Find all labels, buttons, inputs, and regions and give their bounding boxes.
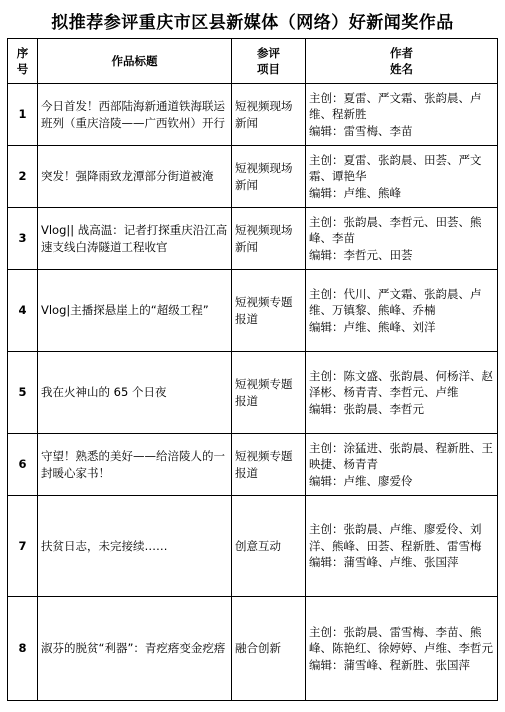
document-title: 拟推荐参评重庆市区县新媒体（网络）好新闻奖作品 — [51, 13, 454, 33]
row-category: 创意互动 — [232, 496, 306, 597]
header-authors-line-1: 作者 — [390, 45, 413, 60]
table-header-row — [8, 39, 498, 84]
row-category: 短视频现场新闻 — [232, 84, 306, 146]
row-category: 短视频专题报道 — [232, 352, 306, 434]
header-authors-line-2: 姓名 — [390, 62, 413, 76]
row-authors-main: 主创：代川、严文霜、张韵晨、卢维、万镇黎、熊峰、乔楠 — [309, 286, 482, 318]
row-number: 5 — [8, 352, 38, 434]
row-category: 融合创新 — [232, 597, 306, 701]
row-number: 3 — [8, 208, 38, 270]
row-number: 7 — [8, 496, 38, 597]
row-authors-editors: 编辑：雷雪梅、李苗 — [309, 123, 413, 138]
row-authors-main: 主创：涂猛进、张韵晨、程新胜、王映捷、杨青青 — [309, 440, 493, 472]
row-number: 6 — [8, 434, 38, 496]
row-authors-main: 主创：张韵晨、卢维、廖爱伶、刘洋、熊峰、田荟、程新胜、雷雪梅 — [309, 522, 482, 553]
row-authors-editors: 编辑：卢维、熊峰 — [309, 185, 401, 200]
table-row — [8, 208, 498, 270]
row-category: 短视频专题报道 — [232, 434, 306, 496]
table-row — [8, 270, 498, 352]
row-title: Vlog|| 战高温：记者打探重庆沿江高速支线白涛隧道工程收官 — [38, 208, 232, 270]
row-authors-editors: 编辑：李哲元、田荟 — [309, 247, 413, 262]
table-row — [8, 496, 498, 597]
row-number: 8 — [8, 597, 38, 701]
row-authors-editors: 编辑：蒲雪峰、卢维、张国萍 — [309, 555, 459, 570]
row-category: 短视频专题报道 — [232, 270, 306, 352]
header-work-title: 作品标题 — [38, 39, 232, 84]
row-title: 今日首发！西部陆海新通道铁海联运班列（重庆涪陵——广西钦州）开行 — [38, 84, 232, 146]
row-authors-editors: 编辑：卢维、熊峰、刘洋 — [309, 319, 436, 334]
row-authors-editors: 编辑：张韵晨、李哲元 — [309, 401, 424, 416]
table-row — [8, 84, 498, 146]
row-authors-main: 主创：夏雷、严文霜、张韵晨、卢维、程新胜 — [309, 90, 482, 122]
row-authors — [306, 352, 498, 434]
table-row — [8, 352, 498, 434]
award-nomination-table — [7, 38, 498, 701]
row-authors — [306, 84, 498, 146]
header-serial-number — [8, 39, 38, 84]
row-title: Vlog|主播探悬崖上的“超级工程” — [38, 270, 232, 352]
row-category: 短视频现场新闻 — [232, 146, 306, 208]
row-category: 短视频现场新闻 — [232, 208, 306, 270]
table-row — [8, 597, 498, 701]
header-authors — [306, 39, 498, 84]
row-title: 淑芬的脱贫“利器”：青疙瘩变金疙瘩 — [38, 597, 232, 701]
table-row — [8, 146, 498, 208]
header-serial-line-1: 序 — [16, 45, 29, 60]
row-authors-main: 主创：陈文盛、张韵晨、何杨洋、赵泽彬、杨青青、李哲元、卢维 — [309, 368, 493, 400]
row-authors-main: 主创：张韵晨、雷雪梅、李苗、熊峰、陈艳红、徐婷婷、卢维、李哲元 — [309, 624, 493, 656]
row-authors — [306, 597, 498, 701]
row-number: 2 — [8, 146, 38, 208]
header-category-line-1: 参评 — [257, 45, 280, 60]
header-serial-line-2: 号 — [16, 62, 29, 76]
row-authors-editors: 编辑：蒲雪峰、程新胜、张国萍 — [309, 657, 470, 672]
header-category — [232, 39, 306, 84]
row-authors-main: 主创：夏雷、张韵晨、田荟、严文霜、谭艳华 — [309, 152, 482, 184]
row-number: 1 — [8, 84, 38, 146]
row-number: 4 — [8, 270, 38, 352]
row-authors — [306, 208, 498, 270]
row-authors — [306, 434, 498, 496]
row-authors-main: 主创：张韵晨、李哲元、田荟、熊峰、李苗 — [309, 214, 482, 246]
row-title: 扶贫日志，未完接续…… — [38, 496, 232, 597]
table-row — [8, 434, 498, 496]
row-authors-editors: 编辑：卢维、廖爱伶 — [309, 473, 413, 488]
row-title: 守望！熟悉的美好——给涪陵人的一封暖心家书！ — [38, 434, 232, 496]
row-title: 突发！强降雨致龙潭部分街道被淹 — [38, 146, 232, 208]
header-category-line-2: 项目 — [257, 62, 280, 76]
row-authors — [306, 496, 498, 597]
row-authors — [306, 270, 498, 352]
row-authors — [306, 146, 498, 208]
row-title: 我在火神山的 65 个日夜 — [38, 352, 232, 434]
